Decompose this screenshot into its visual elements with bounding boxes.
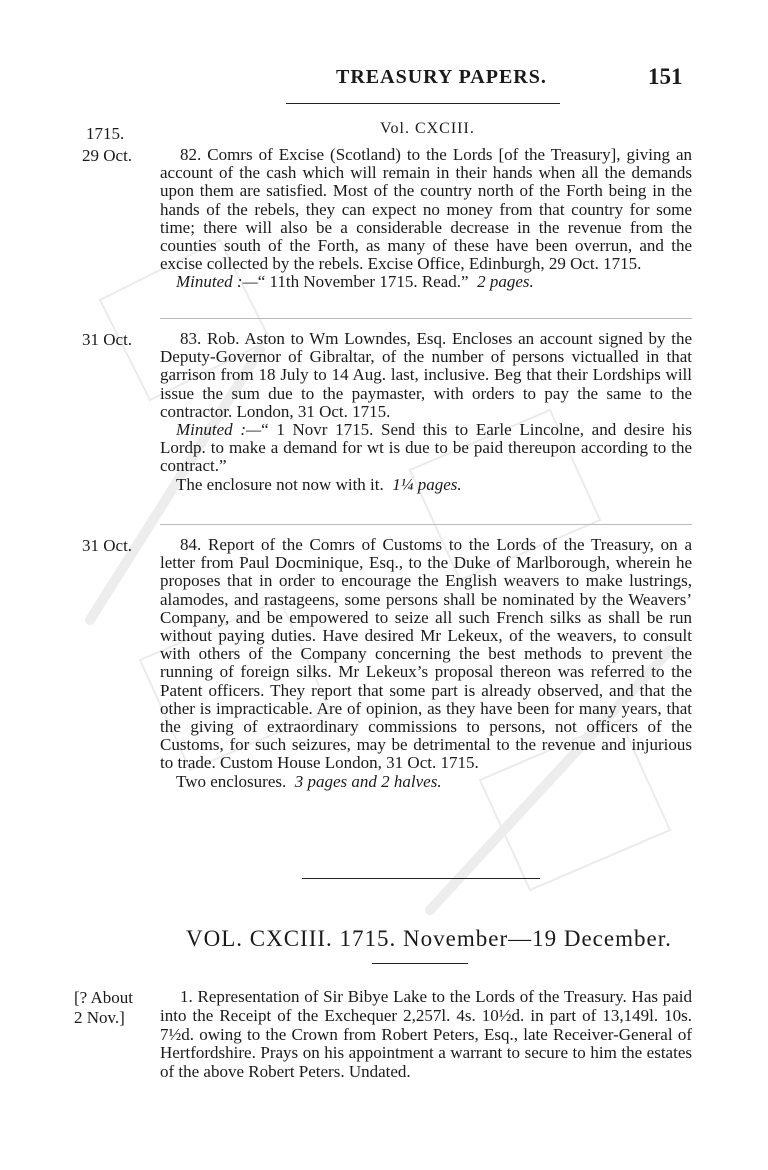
section-rule-bottom [372, 963, 468, 964]
entry-text: 82. Comrs of Excise (Scotland) to the Lords [of the Treasury], giving an account of the cash which will remain in their hands when all the demands upon them are satisfied. Most of the country north of the Forth being in the hands of the rebels, they can expect no money from that country for some time; there will also be a considerable decrease in the revenue from the counties south of the Forth, as many of these have been overrun, and the excise collected by the rebels. Excise Office, Edinburgh, 29 Oct. 1715. [160, 145, 692, 274]
running-head [0, 66, 768, 96]
entry-body [160, 146, 692, 292]
minute-text: “ 1 Novr 1715. Send this to Earle Lincolne, and desire his Lordp. to make a demand for wt is due to be paid thereupon according to the contract.” [160, 420, 692, 476]
header-rule [286, 103, 560, 104]
date-line-1: [? About [74, 988, 134, 1007]
minute-label: Minuted :— [176, 420, 262, 440]
running-title: TREASURY PAPERS. [336, 66, 547, 88]
entry-body [160, 330, 692, 494]
entry-date: 29 Oct. [82, 146, 133, 165]
entry-date: 31 Oct. [82, 536, 133, 555]
entry-enclosure [160, 773, 692, 791]
entry-minute [160, 421, 692, 476]
entry-body [160, 536, 692, 791]
year-marker: 1715. [86, 124, 125, 143]
entry-body [160, 988, 692, 1082]
enclosure-text: Two enclosures. [176, 771, 287, 791]
date-line-2: 2 Nov.] [74, 1008, 125, 1027]
page-extent: 3 pages and 2 halves. [294, 771, 442, 791]
entry-separator [160, 524, 692, 525]
minute-label: Minuted :— [176, 272, 258, 292]
entry-text: 1. Representation of Sir Bibye Lake to the Lords of the Treasury. Has paid into the Receipt of the Exchequer 2,257l. 4s. 10½d. in part of 13,149l. 10s. 7½d. owing to the Crown from Robert Peters, Esq., late Receiver-General of Hertfordshire. Prays on his appointment a warrant to secure to him the estates of the above Robert Peters. Undated. [160, 987, 692, 1082]
entry-enclosure [160, 476, 692, 494]
entry-text: 83. Rob. Aston to Wm Lowndes, Esq. Encloses an account signed by the Deputy-Governor of Gibraltar, of the number of persons victualled in that garrison from 18 July to 14 Aug. last, inclusive. Beg that their Lordships will issue the sum due to the paymaster, with orders to pay the same to the contractor. London, 31 Oct. 1715. [160, 329, 692, 421]
page-extent: 1¼ pages. [392, 474, 462, 494]
entry-separator [160, 318, 692, 319]
section-heading: VOL. CXCIII. 1715. November—19 December. [186, 926, 672, 951]
enclosure-text: The enclosure not now with it. [176, 474, 384, 494]
entry-date [74, 988, 133, 1028]
entry-minute [160, 273, 692, 291]
entry-date: 31 Oct. [82, 330, 133, 349]
minute-text: “ 11th November 1715. Read.” [257, 272, 469, 292]
page-extent: 2 pages. [477, 272, 534, 292]
page-number: 151 [648, 64, 683, 89]
section-rule-top [302, 878, 540, 879]
entry-text: 84. Report of the Comrs of Customs to the Lords of the Treasury, on a letter from Paul Docminique, Esq., to the Duke of Marlborough, wherein he proposes that in order to encourage the English weavers to make lustrings, alamodes, and rastageens, some persons shall be nominated by the Weavers’ Company, and be empowered to seize all such French silks as shall be run without paying duties. Have desired Mr Lekeux, of the weavers, to consult with others of the Company concerning the best methods to prevent the running of foreign silks. Mr Lekeux’s proposal thereon was referred to the Patent officers. They report that some part is already observed, and that the other is impracticable. Are of opinion, as they have been for many years, that the giving of extraordinary commissions to persons, not officers of the Customs, for such seizures, may be detrimental to the revenue and injurious to trade. Custom House London, 31 Oct. 1715. [160, 535, 692, 773]
volume-heading: Vol. CXCIII. [380, 120, 475, 137]
